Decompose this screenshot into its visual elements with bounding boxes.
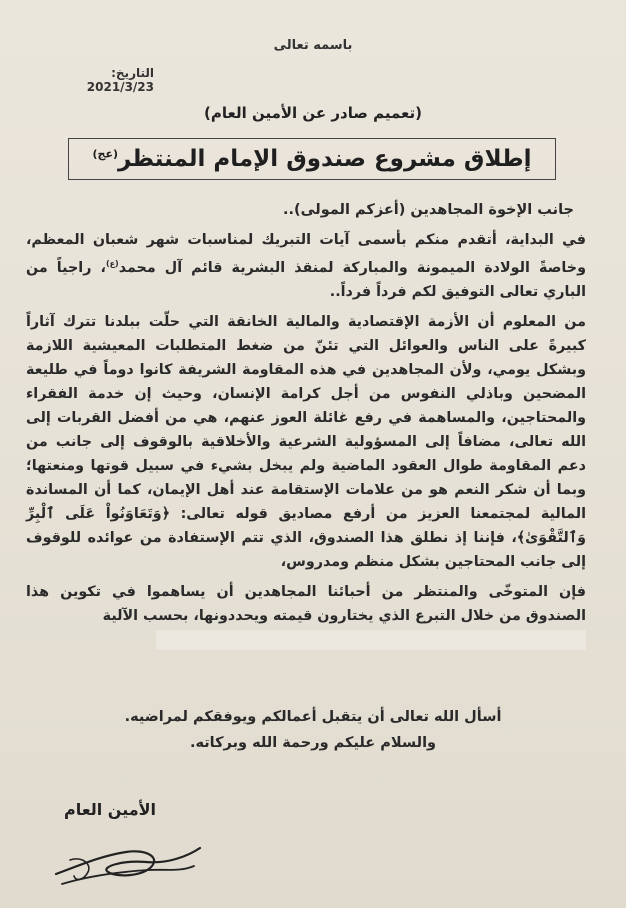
document-title xyxy=(93,146,532,172)
paragraph-request xyxy=(26,580,586,650)
closing-salutation: والسلام عليكم ورحمة الله وبركاته. xyxy=(189,735,437,751)
title-box xyxy=(68,138,556,180)
date-label: التاريخ: xyxy=(111,66,154,80)
closing-prayer: أسأل الله تعالى أن يتقبل أعمالكم ويوفقكم لمراضيه. xyxy=(124,709,502,725)
honorific-sup: (ع) xyxy=(105,259,119,268)
date-value: 2021/3/23 xyxy=(86,80,154,94)
paragraph-request-text: فإن المتوخّى والمنتظر من أحبائنا المجاهدين أن يساهموا في تكوين هذا الصندوق من خلال التبرع الذي يختارون قيمته ويحددونها، بحسب الآلية xyxy=(26,583,586,624)
addressee-line: جانب الإخوة المجاهدين (أعزكم المولى).. xyxy=(282,202,574,218)
signer-title: الأمين العام xyxy=(63,800,157,819)
subject-line: (تعميم صادر عن الأمين العام) xyxy=(204,104,422,122)
handwritten-signature xyxy=(48,826,208,898)
date-line xyxy=(44,66,154,94)
paragraph-greeting-part-1: في البداية، أتقدم منكم بأسمى آيات التبريك لمناسبات شهر شعبان المعظم، وخاصةً الولادة الميمونة والمباركة لمنقذ البشرية قائم آل محمد xyxy=(26,232,586,276)
closing-block xyxy=(0,704,626,756)
title-main: إطلاق مشروع صندوق الإمام المنتظر xyxy=(118,146,532,172)
redacted-area xyxy=(156,630,586,650)
paragraph-greeting xyxy=(26,228,586,304)
paragraph-context: من المعلوم أن الأزمة الإقتصادية والمالية الخانقة التي حلّت ببلدنا تترك آثاراً كبيرةً على الناس والعوائل التي تئنّ من ضغط المتطلبات المعيشية اللازمة وبشكل يومي، ولأن المجاهدين في هذه المقاومة الشريفة كانوا دوماً في طليعة المضحين وباذلي النفوس من أجل كرامة الإنسان، وحيث إن خدمة الفقراء والمحتاجين، والمساهمة في رفع غائلة العوز عنهم، هي من أفضل القربات إلى الله تعالى، مضافاً إلى المسؤولية الشرعية والأخلاقية بالوقوف إلى جانب من دعم المقاومة طوال العقود الماضية ولم يبخل بشيء في سبيل قوتها ومنعتها؛ وبما أن شكر النعم هو من علامات الإستقامة عند أهل الإيمان، كما أن المساندة المالية لمجتمعنا العزيز من أرفع مصاديق قوله تعالى: ﴿وَتَعَاوَنُواْ عَلَى ٱلْبِرِّ وَٱلتَّقْوَىٰ﴾، فإننا إذ نطلق هذا الصندوق، الذي تتم الإستفادة من عوائده للوقوف إلى جانب المحتاجين بشكل منظم ومدروس، xyxy=(26,313,586,570)
paragraph-greeting-part-2: ، راجياً من الباري تعالى التوفيق لكم فرداً فرداً.. xyxy=(26,259,586,300)
basmala-heading: باسمه تعالى xyxy=(273,38,353,53)
letter-body xyxy=(26,228,586,656)
title-honorific: (عج) xyxy=(92,147,118,161)
